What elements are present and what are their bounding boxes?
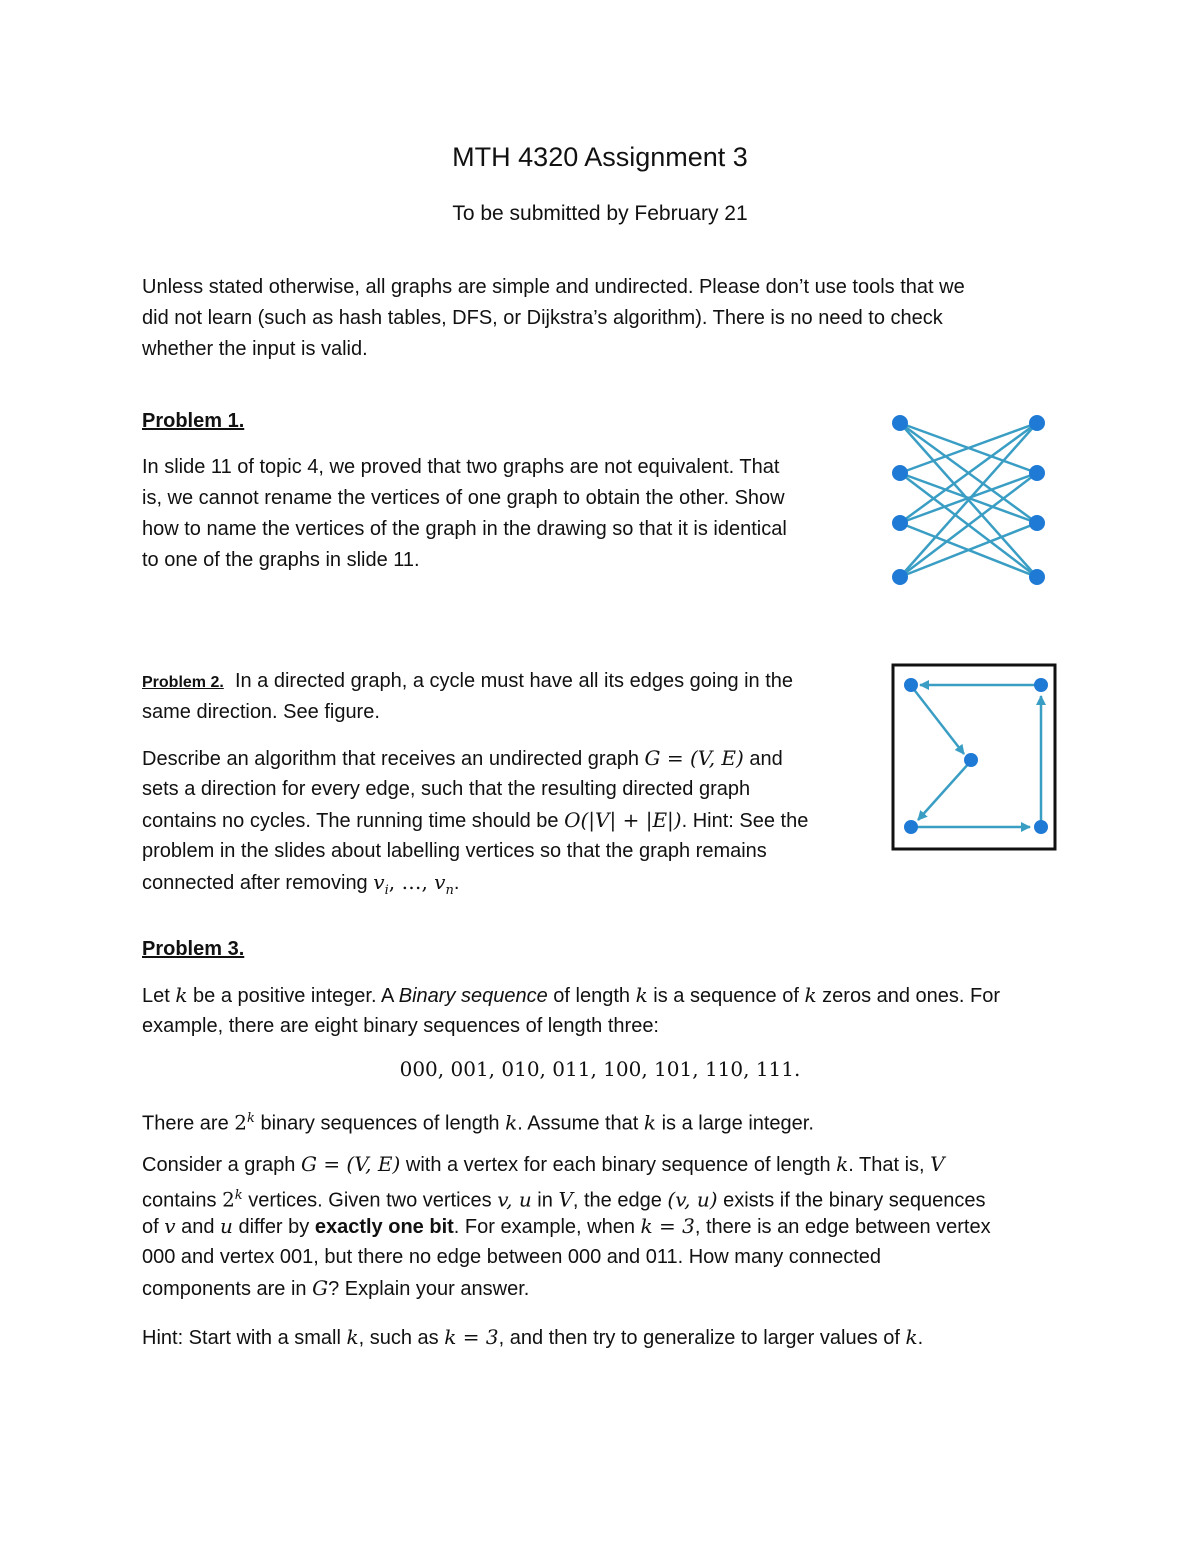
bold-term: exactly one bit xyxy=(314,1216,454,1238)
math-V: V xyxy=(930,1152,945,1176)
text: exists if the binary sequences xyxy=(717,1189,986,1212)
problem2-line-4: sets a direction for every edge, such that the resulting directed graph xyxy=(142,778,751,800)
problem1-line-2: is, we cannot rename the vertices of one graph to obtain the other. Show xyxy=(142,487,785,509)
text: and xyxy=(175,1216,221,1238)
edge-diag-left xyxy=(918,762,970,820)
graph-vertex xyxy=(1029,465,1045,481)
text: , and then try to generalize to larger values of xyxy=(498,1327,906,1349)
binary-sequences-list: 000, 001, 010, 011, 100, 101, 110, 111. xyxy=(399,1057,801,1081)
problem3-line-1 xyxy=(142,980,1000,1012)
edge-diag-down xyxy=(912,687,964,754)
text: Consider a graph xyxy=(142,1154,301,1176)
problem3-line-8 xyxy=(142,1273,529,1305)
text: connected after removing xyxy=(142,872,374,894)
text: . That is, xyxy=(848,1154,931,1176)
graph-vertex xyxy=(892,465,908,481)
problem2-line-1 xyxy=(142,666,793,698)
text: , the edge xyxy=(572,1189,668,1212)
math-edge: (v, u) xyxy=(667,1187,718,1212)
math-two: 2 xyxy=(234,1110,247,1135)
math-v: v xyxy=(434,870,446,894)
problem3-line-2: example, there are eight binary sequences of length three: xyxy=(142,1015,659,1037)
italic-term: Binary sequence xyxy=(398,985,548,1007)
math-k: k xyxy=(804,983,817,1007)
problem3-line-3 xyxy=(142,1103,814,1140)
vertex xyxy=(964,753,978,767)
graph-vertex xyxy=(892,569,908,585)
text: . xyxy=(917,1327,924,1349)
text: and xyxy=(743,748,783,770)
graph-vertex xyxy=(892,415,908,431)
math-k3: k = 3 xyxy=(444,1325,499,1349)
problem2-text-1: In a directed graph, a cycle must have all its edges going in the xyxy=(234,670,794,692)
problem2-line-7 xyxy=(142,867,459,906)
problem2-directed-graph-figure xyxy=(890,662,1060,852)
text: zeros and ones. For xyxy=(816,985,1001,1007)
vertex xyxy=(904,678,918,692)
problem3-line-6 xyxy=(142,1211,991,1243)
text: components are in xyxy=(142,1278,313,1300)
text: Hint: Start with a small xyxy=(142,1327,347,1349)
math-vu: v, u xyxy=(497,1187,532,1212)
intro-line-1: Unless stated otherwise, all graphs are simple and undirected. Please don’t use tools that we xyxy=(142,276,965,298)
problem1-graph-figure xyxy=(880,405,1050,595)
graph-vertex xyxy=(892,515,908,531)
math-sub-i: i xyxy=(384,883,389,898)
math-exp-k: k xyxy=(247,1111,255,1126)
math-sub-n: n xyxy=(445,883,454,898)
page-title: MTH 4320 Assignment 3 xyxy=(452,142,748,172)
problem1-heading: Problem 1. xyxy=(142,410,245,432)
problem2-line-5 xyxy=(142,805,808,837)
text: , such as xyxy=(358,1327,445,1349)
math-k: k xyxy=(836,1152,849,1176)
text: There are xyxy=(142,1112,235,1135)
math-running-time: O(|V| + |E|) xyxy=(564,808,682,832)
problem1-line-3: how to name the vertices of the graph in the drawing so that it is identical xyxy=(142,518,787,540)
vertex xyxy=(1034,678,1048,692)
text: ? Explain your answer. xyxy=(328,1278,530,1300)
text: in xyxy=(531,1189,559,1212)
math-v: v xyxy=(373,870,385,894)
math-k: k xyxy=(346,1325,359,1349)
text: contains xyxy=(142,1189,223,1212)
problem2-heading: Problem 2. xyxy=(142,674,224,691)
math-gve: G = (V, E) xyxy=(644,746,744,770)
problem1-line-1: In slide 11 of topic 4, we proved that two graphs are not equivalent. That xyxy=(142,456,780,478)
problem3-heading: Problem 3. xyxy=(142,938,245,960)
math-ellipsis: , …, xyxy=(388,870,435,894)
text: . xyxy=(453,872,460,894)
graph-edges xyxy=(900,423,1037,577)
text: Describe an algorithm that receives an undirected graph xyxy=(142,748,645,770)
problem3-hint xyxy=(142,1322,923,1354)
math-two: 2 xyxy=(222,1187,235,1212)
math-k: k xyxy=(905,1325,918,1349)
vertex xyxy=(904,820,918,834)
problem2-line-3 xyxy=(142,743,783,775)
text: vertices. Given two vertices xyxy=(242,1189,498,1212)
text: . For example, when xyxy=(453,1216,641,1238)
problem1-line-4: to one of the graphs in slide 11. xyxy=(142,549,420,571)
text: is a sequence of xyxy=(647,985,805,1007)
graph-vertex xyxy=(1029,415,1045,431)
intro-line-3: whether the input is valid. xyxy=(142,338,368,360)
problem3-line-7: 000 and vertex 001, but there no edge between 000 and 011. How many connected xyxy=(142,1246,882,1268)
text: . Hint: See the xyxy=(681,810,809,832)
text: of length xyxy=(547,985,636,1007)
text: , there is an edge between vertex xyxy=(694,1216,991,1238)
math-u: u xyxy=(220,1214,233,1238)
math-exp-k: k xyxy=(234,1188,243,1203)
graph-vertex xyxy=(1029,569,1045,585)
page-subtitle: To be submitted by February 21 xyxy=(452,202,748,225)
text: differ by xyxy=(232,1216,315,1238)
math-k: k xyxy=(643,1110,657,1135)
math-v: v xyxy=(164,1214,176,1238)
intro-line-2: did not learn (such as hash tables, DFS, or Dijkstra’s algorithm). There is no need to check xyxy=(142,307,943,329)
math-k3: k = 3 xyxy=(640,1214,695,1238)
text: . Assume that xyxy=(517,1112,644,1135)
text: binary sequences of length xyxy=(254,1112,506,1135)
text: with a vertex for each binary sequence of length xyxy=(400,1154,837,1176)
math-gve: G = (V, E) xyxy=(300,1152,401,1176)
problem2-line-2: same direction. See figure. xyxy=(142,701,380,723)
text: of xyxy=(142,1216,165,1238)
problem3-line-4 xyxy=(142,1149,945,1181)
vertex xyxy=(1034,820,1048,834)
math-G: G xyxy=(312,1276,329,1300)
text: Let xyxy=(142,985,176,1007)
math-k: k xyxy=(505,1110,518,1135)
text: be a positive integer. A xyxy=(187,985,399,1007)
math-V: V xyxy=(558,1187,573,1212)
text: is a large integer. xyxy=(656,1112,814,1135)
math-k: k xyxy=(635,983,648,1007)
text: contains no cycles. The running time should be xyxy=(142,810,565,832)
math-k: k xyxy=(175,983,188,1007)
problem2-line-6: problem in the slides about labelling vertices so that the graph remains xyxy=(142,840,767,862)
graph-vertex xyxy=(1029,515,1045,531)
